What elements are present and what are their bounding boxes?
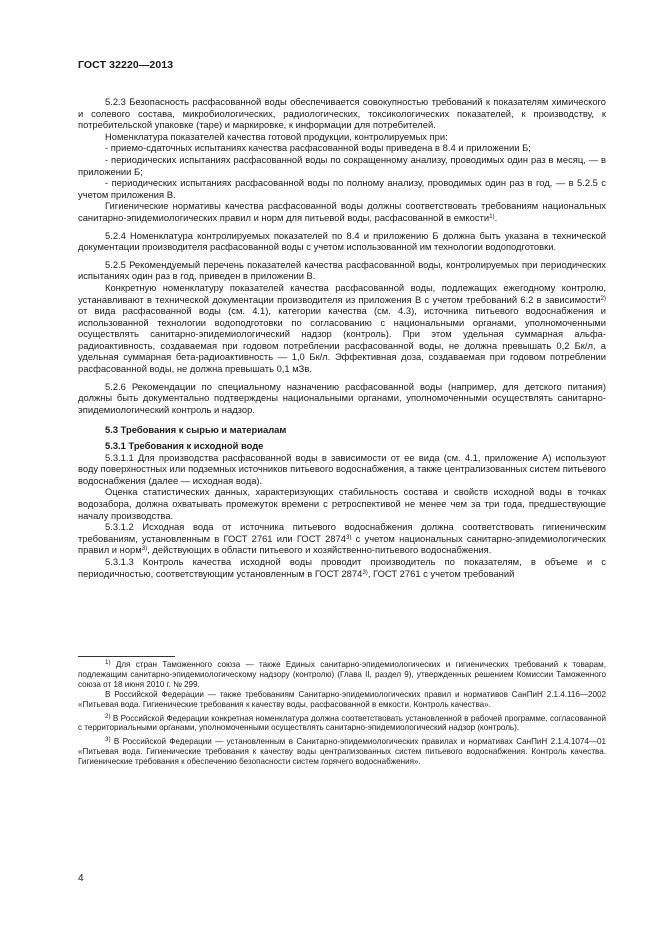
list-item: - приемо-сдаточных испытаниях качества расфасованной воды приведена в 8.4 и приложении Б; [105, 142, 531, 154]
assessment-paragraph: Оценка статистических данных, характеризующих стабильность состава и свойств исходной воды в точках водозабора, должна охватывать промежуток времени с ретроспективой не менее чем за три года, предшествующие началу производства. [78, 486, 606, 521]
list-item: - периодических испытаниях расфасованной воды по полному анализу, проводимых один раз в год, — в 5.2.5 с учетом приложения В. [78, 177, 606, 200]
page-number: 4 [78, 873, 84, 884]
document-header: ГОСТ 32220—2013 [78, 59, 174, 71]
nomenclature-intro: Номенклатура показателей качества готовой продукции, контролируемых при: [105, 130, 448, 142]
list-item: - периодических испытаниях расфасованной воды по сокращенному анализу, проводимых один раз в месяц, — в приложении Б; [78, 153, 606, 177]
footnote-ref: 3) [362, 568, 368, 576]
footnote-ref: 3) [345, 533, 352, 541]
paragraph-5-3-1-1: 5.3.1.1 Для производства расфасованной воды в зависимости от ее вида (см. 4.1, приложение А) используют воду поверхностных или подземных источников питьевого водоснабжения, а также централизованных систем питьевого водоснабжения (далее — исходная вода). [78, 451, 606, 486]
text: от вида расфасованной воды (см. 4.1), категории качества (см. 4.3), источника питьевого водоснабжения и использованной технологии водоподготовки по согласованию с национальными органами, уполномоченными осуществлять санитарно-эпидемиологический надзор (контроль). При этом удельная суммарная альфа-радиоактивность, создаваемая при годовом потреблении расфасованной воды, не должна превышать 0,2 Бк/л, а удельная суммарная бета-радиоактивность — 1,0 Бк/л. Эффективная доза, создаваемая при годовом потреблении расфасованной воды, не должна превышать 0,1 мЗв. [78, 305, 606, 375]
text: В Российской Федерации — установленным в Санитарно-эпидемиологических правилах и нормативах СанПиН 2.1.4.1074—01 «Питьевая вода. Гигиенические требования к качеству воды централизованных систем питьевого водоснабжения. Контроль качества. Гигиенические требования к обеспечению безопасности систем горячего водоснабжения». [78, 737, 606, 767]
text: 5.3.1.3 Контроль качества исходной воды проводит производитель по показателям, в объеме и с периодичностью, соответствующим установленным в ГОСТ 2874 [78, 555, 606, 579]
paragraph-5-3-1-3 [78, 556, 606, 579]
footnote-3 [78, 737, 606, 767]
hygiene-paragraph [78, 200, 606, 223]
text: Гигиенические нормативы качества расфасованной воды должны соответствовать требованиям национальных санитарно-эпидемиологических правил и норм для питьевой воды, расфасованной в емкости [78, 200, 606, 223]
section-heading-5-3-1: 5.3.1 Требования к исходной воде [105, 440, 264, 452]
footnote-divider [78, 656, 175, 657]
footnote-mark: 1) [105, 659, 111, 666]
footnote-ref: 2) [600, 294, 606, 302]
text: Для стран Таможенного союза — также Единых санитарно-эпидемиологических и гигиенических требований к товарам, подлежащим санитарно-эпидемиологическому надзору (контролю) (Глава II, раздел 9), утвержденных решением Комиссии Таможенного союза от 18 июня 2010 г. № 299. [78, 660, 606, 689]
paragraph-5-2-3: 5.2.3 Безопасность расфасованной воды обеспечивается совокупностью требований к показателям химического и солевого состава, микробиологических, радиологических, токсикологических показателей, к производству, к потребительской упаковке (таре) и маркировке, к информации для потребителей. [78, 96, 606, 131]
text: с учетом национальных санитарно-эпидемиологических правил и норм [78, 532, 606, 556]
footnote-2 [78, 714, 606, 734]
paragraph-5-2-6: 5.2.6 Рекомендации по специальному назначению расфасованной воды (например, для детского питания) должны быть документально подтверждены национальными органами, уполномоченными осуществлять санитарно-эпидемиологический контроль и надзор. [78, 380, 606, 415]
text: . [494, 211, 498, 223]
footnote-mark: 3) [105, 736, 111, 744]
footnote-ref: 3) [141, 545, 148, 553]
footnote-1 [78, 660, 606, 690]
footnotes [78, 660, 606, 767]
text: 5.3.1.2 Исходная вода от источника питьевого водоснабжения должна соответствовать гигиеническим требованиям, установленным в ГОСТ 2761 или ГОСТ 2874 [78, 521, 606, 544]
text: , действующих в области питьевого и хозяйственно-питьевого водоснабжения. [147, 544, 492, 556]
document-body [78, 96, 606, 579]
paragraph-5-2-5: 5.2.5 Рекомендуемый перечень показателей качества расфасованной воды, контролируемых при периодических испытаниях один раз в год, приведен в приложении В. [78, 258, 606, 282]
text: В Российской Федерации конкретная номенклатура должна соответствовать установленной в рабочей программе, согласованной с территориальными органами, уполномоченными осуществлять санитарно-эпидемиологический надзор (контроль). [78, 713, 606, 733]
paragraph-5-2-4: 5.2.4 Номенклатура контролируемых показателей по 8.4 и приложению Б должна быть указана в технической документации производителя расфасованной воды с учетом использованной им технологии водоподготовки. [78, 229, 606, 253]
section-heading-5-3: 5.3 Требования к сырью и материалам [105, 424, 287, 436]
specific-nomenclature-paragraph [78, 282, 606, 375]
footnote-mark: 2) [105, 712, 111, 720]
text: , ГОСТ 2761 с учетом требований [367, 567, 515, 579]
footnote-1-rf: В Российской Федерации — также требованиям Санитарно-эпидемиологических правил и нормативов СанПиН 2.1.4.116—2002 «Питьевая вода. Гигиенические требования к качеству воды, расфасованной в емкости. Контроль качества». [78, 689, 606, 709]
paragraph-5-3-1-2 [78, 521, 606, 556]
text: Конкретную номенклатуру показателей качества расфасованной воды, подлежащих ежегодному контролю, устанавливают в технической документации производителя из приложения В с учетом требований 6.2 в зависимости [78, 281, 606, 305]
footnote-ref: 1) [489, 212, 495, 220]
